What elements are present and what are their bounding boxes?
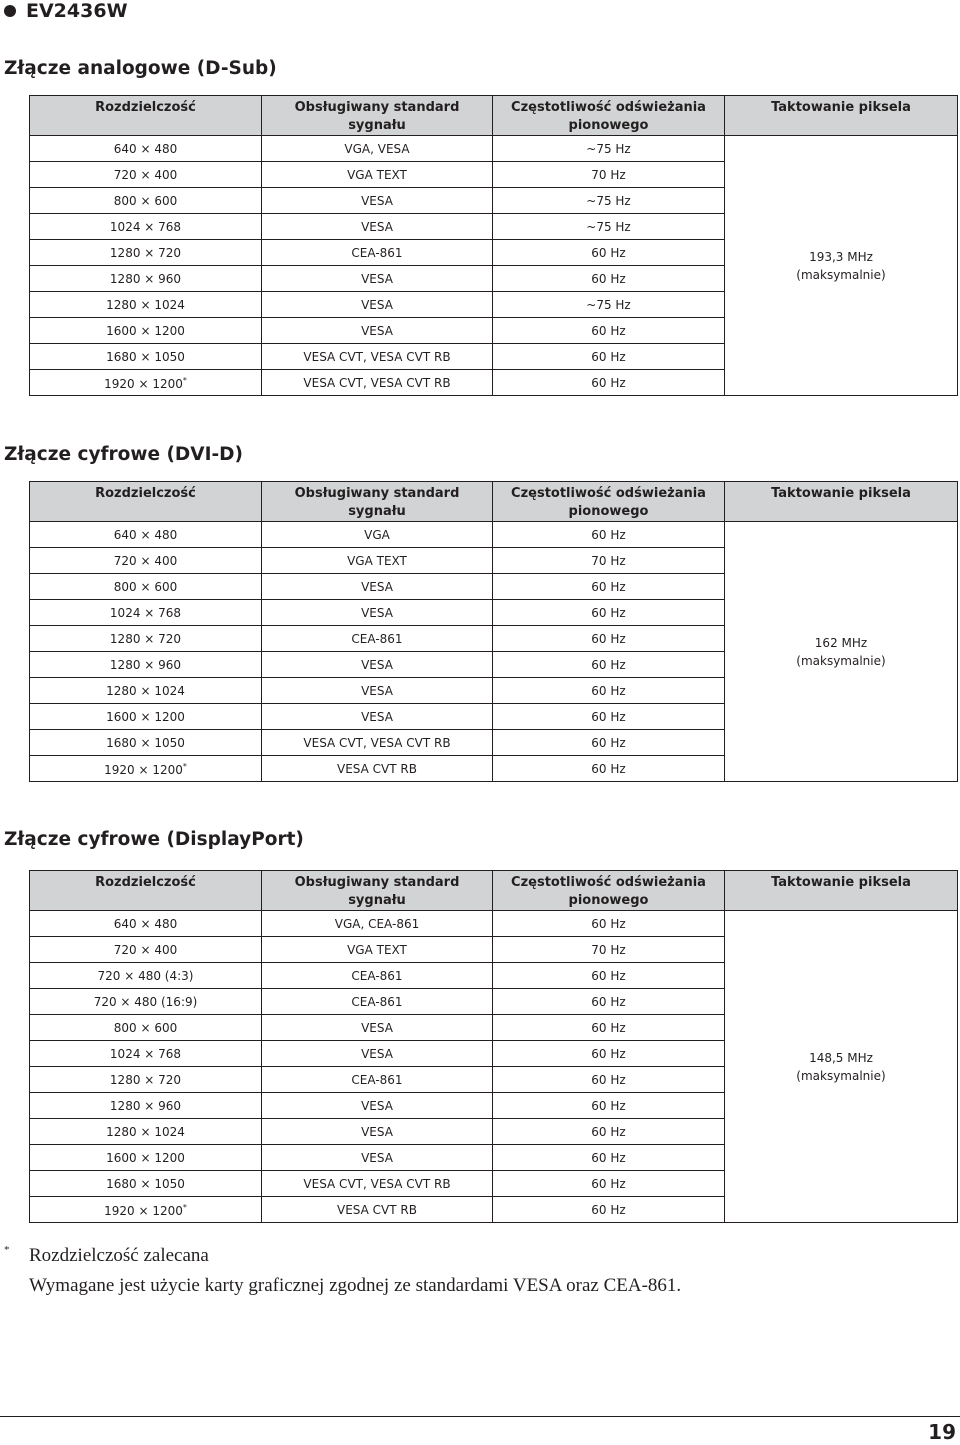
- recommended-marker: *: [182, 1203, 187, 1212]
- cell-signal: VESA: [262, 704, 493, 730]
- cell-refresh: 70 Hz: [493, 162, 725, 188]
- footnote-recommended: Rozdzielczość zalecana: [29, 1245, 209, 1266]
- cell-signal: VGA, VESA: [262, 136, 493, 162]
- cell-resolution: 720 × 480 (16:9): [30, 989, 262, 1015]
- section-title-dvi: Złącze cyfrowe (DVI-D): [4, 444, 243, 465]
- cell-signal: VGA TEXT: [262, 937, 493, 963]
- dsub-timing-table: [29, 95, 958, 396]
- model-name: EV2436W: [26, 0, 128, 22]
- cell-resolution: 640 × 480: [30, 911, 262, 937]
- cell-resolution: 1024 × 768: [30, 214, 262, 240]
- header-refresh: Częstotliwość odświeżania pionowego: [493, 96, 725, 136]
- cell-signal: VESA CVT, VESA CVT RB: [262, 344, 493, 370]
- header-resolution: Rozdzielczość: [30, 96, 262, 136]
- cell-resolution: 640 × 480: [30, 522, 262, 548]
- cell-signal: VESA: [262, 574, 493, 600]
- cell-resolution: 640 × 480: [30, 136, 262, 162]
- cell-refresh: 60 Hz: [493, 266, 725, 292]
- cell-pixel-clock: [725, 911, 958, 1223]
- cell-resolution: 1024 × 768: [30, 600, 262, 626]
- cell-resolution: 1920 × 1200*: [30, 1197, 262, 1223]
- cell-refresh: ~75 Hz: [493, 214, 725, 240]
- page-footer-rule: [0, 1416, 960, 1445]
- section-title-dsub: Złącze analogowe (D-Sub): [4, 58, 277, 79]
- cell-signal: VESA: [262, 1041, 493, 1067]
- pixel-clock-note: (maksymalnie): [796, 267, 886, 282]
- cell-refresh: 60 Hz: [493, 344, 725, 370]
- footnote-requirement: Wymagane jest użycie karty graficznej zgodnej ze standardami VESA oraz CEA-861.: [29, 1275, 682, 1296]
- cell-resolution: 800 × 600: [30, 1015, 262, 1041]
- cell-signal: VGA, CEA-861: [262, 911, 493, 937]
- cell-resolution: 1280 × 960: [30, 266, 262, 292]
- cell-refresh: 60 Hz: [493, 1067, 725, 1093]
- cell-signal: VESA: [262, 1145, 493, 1171]
- cell-resolution: 800 × 600: [30, 188, 262, 214]
- cell-signal: VESA CVT, VESA CVT RB: [262, 370, 493, 396]
- cell-pixel-clock: [725, 136, 958, 396]
- cell-signal: VGA TEXT: [262, 162, 493, 188]
- cell-signal: VGA: [262, 522, 493, 548]
- cell-signal: VESA: [262, 214, 493, 240]
- cell-signal: CEA-861: [262, 626, 493, 652]
- cell-signal: VESA CVT, VESA CVT RB: [262, 1171, 493, 1197]
- cell-refresh: 60 Hz: [493, 989, 725, 1015]
- cell-refresh: 70 Hz: [493, 548, 725, 574]
- cell-signal: VESA: [262, 318, 493, 344]
- cell-refresh: 60 Hz: [493, 370, 725, 396]
- cell-signal: CEA-861: [262, 989, 493, 1015]
- cell-resolution: 1280 × 960: [30, 652, 262, 678]
- cell-refresh: 70 Hz: [493, 937, 725, 963]
- header-clock: Taktowanie piksela: [725, 96, 958, 136]
- cell-refresh: 60 Hz: [493, 522, 725, 548]
- recommended-marker: *: [182, 376, 187, 385]
- cell-refresh: ~75 Hz: [493, 292, 725, 318]
- cell-signal: VESA: [262, 1119, 493, 1145]
- cell-signal: VESA: [262, 652, 493, 678]
- pixel-clock-note: (maksymalnie): [796, 1068, 886, 1083]
- cell-resolution: 1680 × 1050: [30, 344, 262, 370]
- cell-refresh: 60 Hz: [493, 626, 725, 652]
- header-signal: Obsługiwany standard sygnału: [262, 871, 493, 911]
- cell-signal: CEA-861: [262, 1067, 493, 1093]
- bullet-icon: [4, 5, 16, 17]
- cell-resolution: 1280 × 720: [30, 1067, 262, 1093]
- header-refresh: Częstotliwość odświeżania pionowego: [493, 482, 725, 522]
- displayport-timing-table: [29, 870, 958, 1223]
- cell-refresh: 60 Hz: [493, 1145, 725, 1171]
- cell-signal: VESA: [262, 266, 493, 292]
- cell-resolution: 1280 × 960: [30, 1093, 262, 1119]
- pixel-clock-note: (maksymalnie): [796, 653, 886, 668]
- cell-signal: CEA-861: [262, 963, 493, 989]
- table-header-row: [30, 482, 958, 522]
- cell-resolution: 1280 × 1024: [30, 678, 262, 704]
- cell-refresh: 60 Hz: [493, 963, 725, 989]
- cell-resolution: 800 × 600: [30, 574, 262, 600]
- dvi-timing-table: [29, 481, 958, 782]
- header-signal: Obsługiwany standard sygnału: [262, 96, 493, 136]
- header-clock: Taktowanie piksela: [725, 871, 958, 911]
- cell-resolution: 1024 × 768: [30, 1041, 262, 1067]
- cell-resolution: 1680 × 1050: [30, 730, 262, 756]
- cell-resolution: 1920 × 1200*: [30, 756, 262, 782]
- cell-signal: VESA CVT RB: [262, 756, 493, 782]
- header-refresh: Częstotliwość odświeżania pionowego: [493, 871, 725, 911]
- table-header-row: [30, 871, 958, 911]
- header-resolution: Rozdzielczość: [30, 871, 262, 911]
- cell-signal: VESA CVT RB: [262, 1197, 493, 1223]
- cell-resolution: 1600 × 1200: [30, 704, 262, 730]
- cell-refresh: 60 Hz: [493, 318, 725, 344]
- cell-refresh: 60 Hz: [493, 1041, 725, 1067]
- cell-signal: VESA: [262, 1015, 493, 1041]
- cell-pixel-clock: [725, 522, 958, 782]
- header-resolution: Rozdzielczość: [30, 482, 262, 522]
- cell-resolution: 720 × 400: [30, 548, 262, 574]
- cell-refresh: 60 Hz: [493, 574, 725, 600]
- cell-signal: VESA: [262, 1093, 493, 1119]
- cell-resolution: 720 × 480 (4:3): [30, 963, 262, 989]
- table-header-row: [30, 96, 958, 136]
- table-row: [30, 911, 958, 937]
- cell-resolution: 1680 × 1050: [30, 1171, 262, 1197]
- cell-refresh: 60 Hz: [493, 678, 725, 704]
- cell-signal: VESA CVT, VESA CVT RB: [262, 730, 493, 756]
- footnote-asterisk: *: [4, 1244, 10, 1256]
- cell-refresh: 60 Hz: [493, 730, 725, 756]
- cell-signal: VGA TEXT: [262, 548, 493, 574]
- cell-refresh: 60 Hz: [493, 1015, 725, 1041]
- cell-resolution: 720 × 400: [30, 162, 262, 188]
- cell-resolution: 1280 × 1024: [30, 292, 262, 318]
- cell-resolution: 1280 × 720: [30, 240, 262, 266]
- cell-resolution: 1600 × 1200: [30, 318, 262, 344]
- cell-refresh: 60 Hz: [493, 1119, 725, 1145]
- pixel-clock-value: 148,5 MHz: [809, 1050, 873, 1065]
- cell-resolution: 1920 × 1200*: [30, 370, 262, 396]
- cell-signal: CEA-861: [262, 240, 493, 266]
- cell-refresh: 60 Hz: [493, 600, 725, 626]
- cell-resolution: 720 × 400: [30, 937, 262, 963]
- cell-refresh: 60 Hz: [493, 1093, 725, 1119]
- cell-signal: VESA: [262, 678, 493, 704]
- cell-resolution: 1280 × 1024: [30, 1119, 262, 1145]
- cell-resolution: 1280 × 720: [30, 626, 262, 652]
- cell-refresh: 60 Hz: [493, 704, 725, 730]
- cell-signal: VESA: [262, 292, 493, 318]
- pixel-clock-value: 162 MHz: [814, 635, 868, 650]
- cell-resolution: 1600 × 1200: [30, 1145, 262, 1171]
- table-row: [30, 136, 958, 162]
- section-title-displayport: Złącze cyfrowe (DisplayPort): [4, 829, 304, 850]
- page-number: 19: [928, 1420, 956, 1444]
- pixel-clock-value: 193,3 MHz: [809, 249, 873, 264]
- cell-refresh: 60 Hz: [493, 652, 725, 678]
- cell-refresh: 60 Hz: [493, 240, 725, 266]
- cell-signal: VESA: [262, 600, 493, 626]
- cell-refresh: 60 Hz: [493, 756, 725, 782]
- cell-refresh: 60 Hz: [493, 1197, 725, 1223]
- recommended-marker: *: [182, 762, 187, 771]
- cell-refresh: ~75 Hz: [493, 188, 725, 214]
- header-signal: Obsługiwany standard sygnału: [262, 482, 493, 522]
- cell-signal: VESA: [262, 188, 493, 214]
- cell-refresh: ~75 Hz: [493, 136, 725, 162]
- cell-refresh: 60 Hz: [493, 911, 725, 937]
- header-clock: Taktowanie piksela: [725, 482, 958, 522]
- cell-refresh: 60 Hz: [493, 1171, 725, 1197]
- table-row: [30, 522, 958, 548]
- model-heading: [4, 0, 128, 22]
